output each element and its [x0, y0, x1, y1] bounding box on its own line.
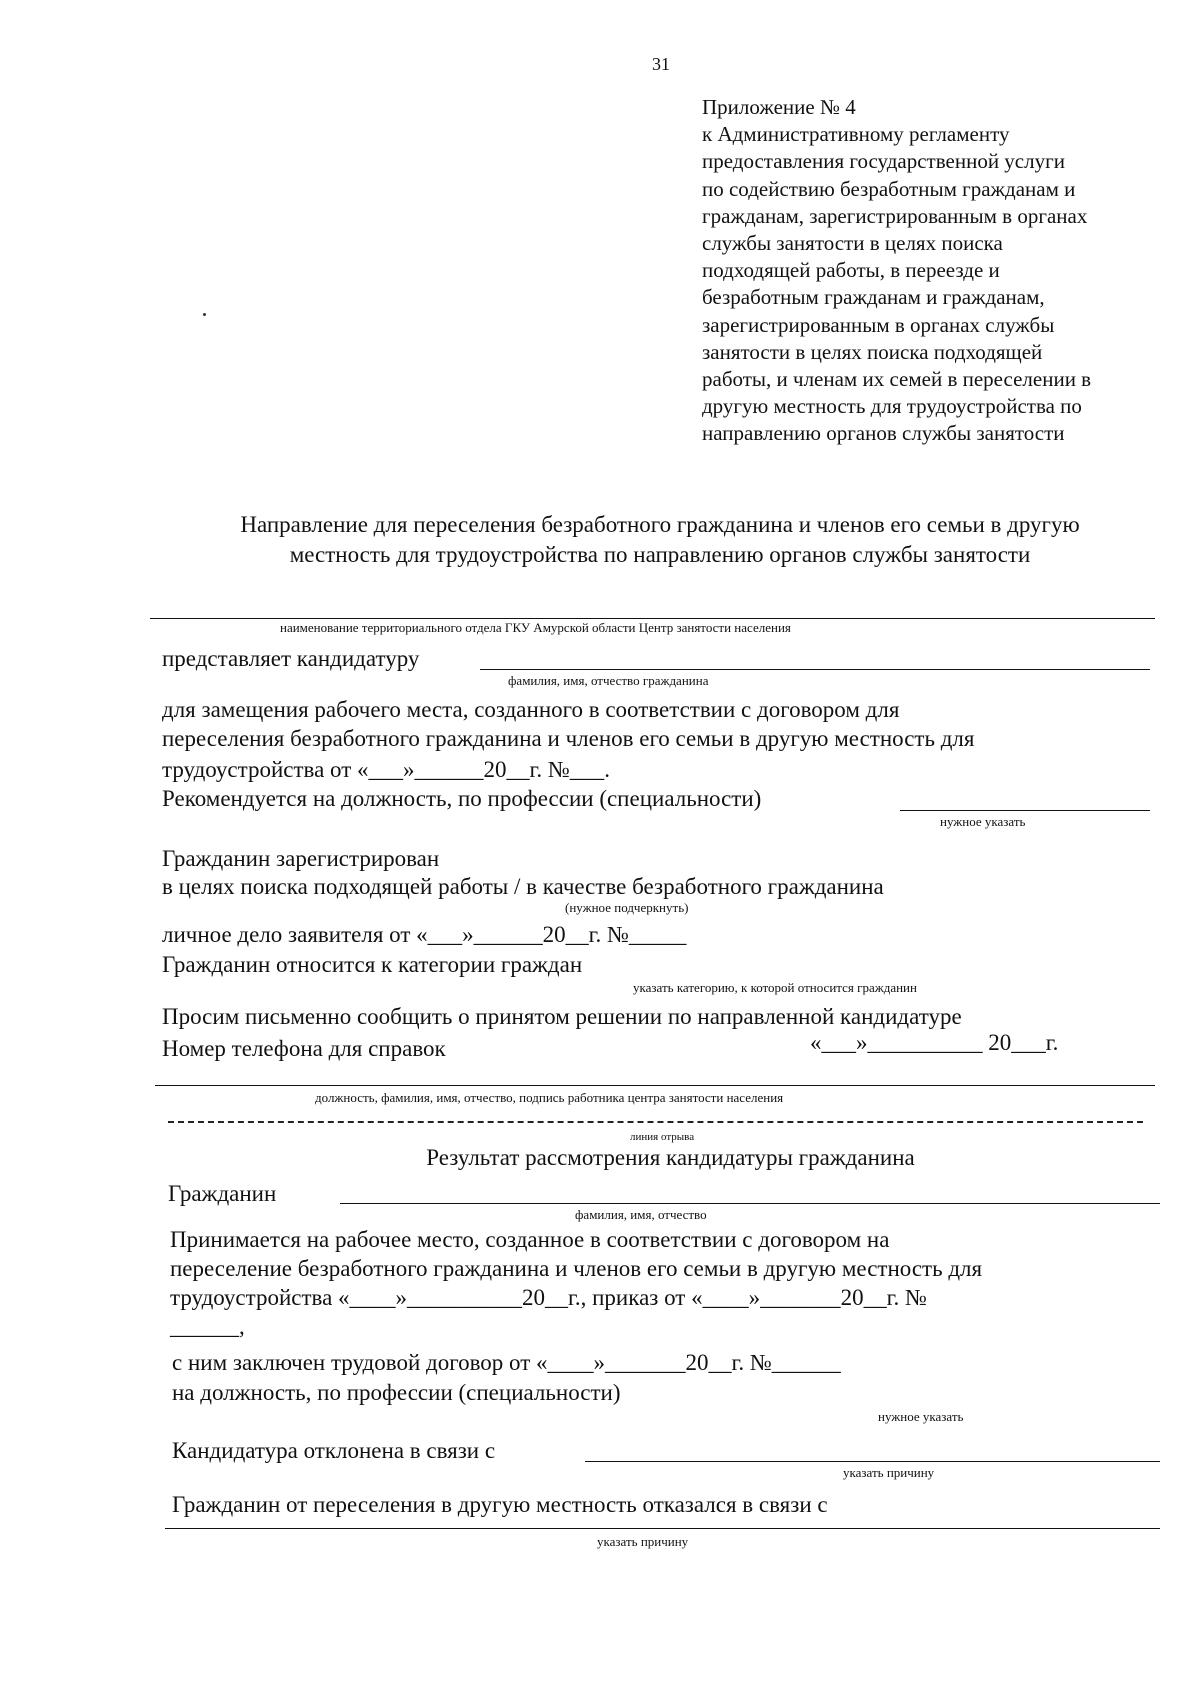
annex-line: гражданам, зарегистрированным в органах: [702, 203, 1088, 228]
annex-line: направлению органов службы занятости: [702, 421, 1065, 446]
document-title-line-1: Направление для переселения безработного гражданина и членов его семьи в другую: [240, 512, 1080, 537]
signature-field[interactable]: [155, 1085, 1155, 1086]
annex-line: занятости в целях поиска подходящей: [702, 339, 1043, 364]
annex-line: работы, и членам их семей в переселении в: [702, 367, 1092, 392]
annex-line: Приложение № 4: [702, 95, 856, 119]
caption-fio-citizen: фамилия, имя, отчество гражданина: [508, 673, 709, 688]
org-name-field[interactable]: [150, 618, 1155, 619]
category-label: Гражданин относится к категории граждан: [162, 952, 583, 977]
document-title-line-2: местность для трудоустройства по направлению органов службы занятости: [289, 542, 1031, 567]
request-line: Просим письменно сообщить о принятом решении по направленной кандидатуре: [162, 1004, 962, 1029]
caption-org: наименование территориального отдела ГКУ Амурской области Центр занятости населения: [280, 620, 791, 635]
recommended-position-field[interactable]: [900, 810, 1150, 811]
annex-line: другую местность для трудоустройства по: [702, 394, 1082, 419]
annex-line: по содействию безработным гражданам и: [702, 176, 1076, 201]
result-position-label: на должность, по профессии (специальности): [172, 1380, 621, 1405]
phone-date: «___»__________ 20___г.: [810, 1030, 1059, 1055]
recommended-label: Рекомендуется на должность, по профессии (специальности): [162, 786, 762, 811]
page-number: 31: [652, 54, 670, 74]
phone-label: Номер телефона для справок: [162, 1036, 446, 1061]
refused-line: Гражданин от переселения в другую местность отказался в связи с: [172, 1492, 828, 1517]
caption-needed: нужное указать: [940, 814, 1026, 829]
blank-comma: ______,: [170, 1314, 245, 1339]
annex-line: зарегистрированным в органах службы: [702, 312, 1055, 337]
scan-dot: [203, 313, 206, 316]
annex-line: подходящей работы, в переезде и: [702, 258, 1000, 283]
caption-needed-result: нужное указать: [878, 1409, 964, 1424]
caption-fio: фамилия, имя, отчество: [575, 1207, 707, 1222]
rejection-reason-field[interactable]: [585, 1461, 1160, 1462]
result-resettlement-line: переселение безработного гражданина и членов его семьи в другую местность для: [170, 1256, 983, 1281]
annex-line: безработным гражданам и гражданам,: [702, 285, 1045, 310]
rejected-label: Кандидатура отклонена в связи с: [172, 1438, 496, 1463]
registered-label: Гражданин зарегистрирован: [162, 846, 440, 871]
annex-block: [702, 94, 1172, 448]
registered-purpose: в целях поиска подходящей работы / в качестве безработного гражданина: [162, 874, 884, 899]
annex-line: предоставления государственной услуги: [702, 149, 1065, 174]
cut-line: [168, 1121, 1143, 1123]
caption-reason: указать причину: [843, 1465, 935, 1480]
result-citizen-label: Гражданин: [168, 1181, 277, 1206]
caption-reason-2: указать причину: [597, 1534, 689, 1549]
personal-file-line: личное дело заявителя от «___»______20__г. №_____: [162, 922, 687, 947]
accepted-line: Принимается на рабочее место, созданное в соответствии с договором на: [170, 1227, 890, 1252]
result-heading: Результат рассмотрения кандидатуры гражданина: [426, 1145, 915, 1170]
caption-signature: должность, фамилия, имя, отчество, подпись работника центра занятости населения: [315, 1090, 784, 1105]
annex-line: к Административному регламенту: [702, 122, 1010, 147]
refusal-reason-field[interactable]: [165, 1528, 1160, 1529]
caption-cut-line: линия отрыва: [630, 1131, 695, 1143]
annex-line: службы занятости в целях поиска: [702, 231, 1003, 256]
caption-underline: (нужное подчеркнуть): [565, 900, 689, 915]
result-citizen-fio-field[interactable]: [340, 1203, 1160, 1204]
employment-order-line: трудоустройства «____»__________20__г., приказ от «____»_______20__г. №: [170, 1285, 927, 1310]
caption-category: указать категорию, к которой относится гражданин: [633, 980, 917, 995]
workplace-line: для замещения рабочего места, созданного в соответствии с договором для: [162, 697, 900, 722]
contract-line: с ним заключен трудовой договор от «____»_______20__г. №______: [172, 1350, 841, 1375]
candidate-name-field[interactable]: [480, 669, 1150, 670]
presents-candidate-label: представляет кандидатуру: [162, 646, 420, 671]
employment-from-line: трудоустройства от «___»______20__г. №___.: [162, 757, 611, 782]
resettlement-line: переселения безработного гражданина и членов его семьи в другую местность для: [162, 726, 975, 751]
